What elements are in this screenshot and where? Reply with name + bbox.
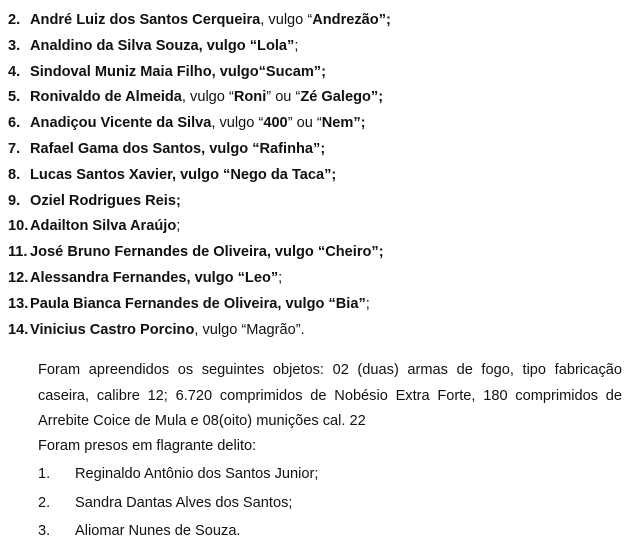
list-item-text: , vulgo “	[211, 115, 264, 132]
list-item	[8, 214, 633, 240]
list-item	[8, 34, 633, 60]
arrested-item	[38, 489, 598, 518]
list-item-number: 5.	[8, 89, 21, 106]
list-item-text: André Luiz dos Santos Cerqueira	[30, 12, 261, 28]
arrested-item	[38, 460, 598, 489]
arrested-item	[38, 517, 598, 546]
list-item-number: 7.	[8, 140, 21, 157]
list-item-text: Ronivaldo de Almeida	[30, 89, 182, 106]
list-item-number: 6.	[8, 115, 21, 132]
list-item	[8, 292, 633, 318]
arrested-number: 1.	[38, 466, 51, 482]
arrested-number: 3.	[38, 523, 51, 539]
list-item-number: 4.	[8, 63, 21, 80]
arrested-name: Sandra Dantas Alves dos Santos;	[75, 494, 293, 511]
list-item-text: Sindoval Muniz Maia Filho, vulgo“Sucam”;	[30, 63, 326, 80]
arrested-name: Aliomar Nunes de Souza.	[75, 523, 241, 539]
list-item-number: 3.	[8, 37, 21, 54]
list-item-text: ;	[365, 295, 370, 312]
list-item-number: 9.	[8, 192, 21, 209]
list-item	[8, 163, 633, 189]
arrested-number: 2.	[38, 494, 51, 511]
list-item-number: 14.	[8, 321, 29, 338]
list-item-text: ;	[176, 218, 181, 235]
list-item-number: 2.	[8, 12, 21, 28]
list-item-text: Roni	[233, 89, 267, 106]
list-item-text: , vulgo “	[260, 12, 313, 28]
list-item-text: Lucas Santos Xavier, vulgo “Nego da Taca”;	[30, 166, 337, 183]
list-item	[8, 111, 633, 137]
list-item-number: 10.	[8, 218, 29, 235]
list-item	[8, 8, 633, 34]
list-item	[8, 137, 633, 163]
list-item-text: , vulgo “Magrão”.	[194, 321, 305, 338]
list-item-text: ;	[294, 37, 299, 54]
list-item-text: Rafael Gama dos Santos, vulgo “Rafinha”;	[30, 140, 326, 157]
list-item-text: Andrezão”;	[312, 12, 391, 28]
list-item-text: ;	[278, 269, 283, 286]
list-item-text: 400	[263, 115, 288, 132]
list-item-text: Zé Galego”;	[300, 89, 384, 106]
list-item-text: ” ou “	[287, 115, 322, 132]
list-item-text: , vulgo “	[181, 89, 234, 106]
list-item-number: 8.	[8, 166, 21, 183]
arrested-list	[38, 460, 598, 546]
arrested-name: Reginaldo Antônio dos Santos Junior;	[75, 466, 319, 482]
list-item-text: Anadiçou Vicente da Silva	[30, 115, 212, 132]
list-item	[8, 240, 633, 266]
list-item-text: Nem”;	[321, 115, 366, 132]
paragraph-line: caseira, calibre 12; 6.720 comprimidos de Nobésio Extra Forte, 180 comprimidos de	[38, 387, 622, 404]
list-item	[8, 189, 633, 215]
list-item-text: ” ou “	[266, 89, 301, 106]
seized-objects-paragraph	[38, 358, 622, 435]
list-item-number: 13.	[8, 295, 29, 312]
paragraph-line: Arrebite Coice de Mula e 08(oito) munições cal. 22	[38, 413, 366, 430]
paragraph-line: Foram apreendidos os seguintes objetos: 02 (duas) armas de fogo, tipo fabricação	[38, 362, 622, 378]
list-item	[8, 85, 633, 111]
list-item-text: Alessandra Fernandes, vulgo “Leo”	[30, 269, 279, 286]
list-item-text: Adailton Silva Araújo	[30, 218, 177, 235]
suspect-list	[8, 8, 633, 343]
list-item-text: José Bruno Fernandes de Oliveira, vulgo “Cheiro”;	[30, 244, 384, 261]
list-item-text: Analdino da Silva Souza, vulgo “Lola”	[30, 37, 295, 54]
list-item	[8, 318, 633, 344]
list-item-text: Paula Bianca Fernandes de Oliveira, vulgo “Bia”	[30, 295, 366, 312]
list-item-text: Vinicius Castro Porcino	[30, 321, 195, 338]
list-item-number: 11.	[8, 244, 28, 261]
list-item-number: 12.	[8, 269, 29, 286]
list-item	[8, 266, 633, 292]
arrested-heading: Foram presos em flagrante delito:	[38, 438, 257, 454]
list-item-text: Oziel Rodrigues Reis;	[30, 192, 181, 209]
list-item	[8, 60, 633, 86]
